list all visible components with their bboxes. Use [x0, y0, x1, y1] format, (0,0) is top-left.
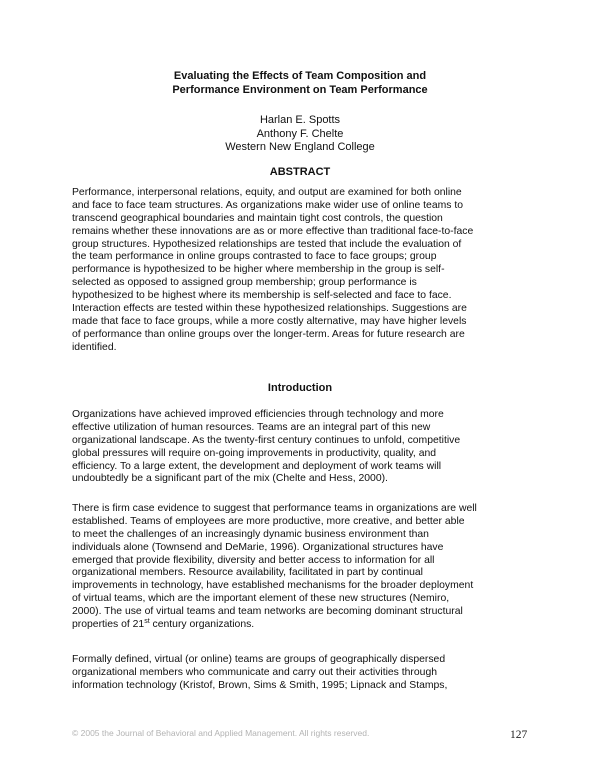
text-line: Performance, interpersonal relations, equity, and output are examined for both online: [72, 187, 462, 198]
text-line: of virtual teams, which are the important element of these new structures (Nemiro,: [72, 593, 450, 605]
text-line: Interaction effects are tested within these hypothesized relationships. Suggestions are: [72, 303, 467, 315]
superscript: st: [144, 618, 150, 626]
text-line: There is firm case evidence to suggest that performance teams in organizations are well: [72, 503, 477, 514]
text-line: performance is hypothesized to be higher where membership in the group is self-: [72, 264, 445, 276]
text-line: efficiency. To a large extent, the development and deployment of work teams will: [72, 460, 442, 472]
text-line: [72, 619, 532, 632]
title-line-2: Performance Environment on Team Performance: [172, 84, 428, 96]
text-line: 2000). The use of virtual teams and team networks are becoming dominant structural: [72, 606, 463, 618]
author-name: Anthony F. Chelte: [256, 127, 344, 140]
text-line: information technology (Kristof, Brown, Sims & Smith, 1995; Lipnack and Stamps,: [72, 679, 448, 691]
text-line: improvements in technology, have established mechanisms for the broader deployment: [72, 580, 474, 592]
text-line: to meet the challenges of an increasingly dynamic business environment than: [72, 528, 429, 540]
text-line: Formally defined, virtual (or online) teams are groups of geographically dispersed: [72, 654, 446, 665]
intro-paragraph-3: [72, 654, 532, 693]
introduction-heading: Introduction: [267, 382, 333, 394]
abstract-heading: ABSTRACT: [269, 166, 331, 178]
text-line: emerged that provide flexibility, diversity and better access to information for all: [72, 554, 435, 566]
text-line: established. Teams of employees are more productive, more creative, and better able: [72, 515, 465, 527]
text-line: organizational members. Resource availability, facilitated in part by continual: [72, 567, 423, 579]
text-line: the team performance in online groups contrasted to face to face groups; group: [72, 251, 437, 263]
text-line: global pressures will require on-going improvements in productivity, quality, and: [72, 447, 437, 459]
text-line: identified.: [72, 341, 117, 353]
author-block: [60, 114, 540, 155]
intro-paragraph-2: [72, 503, 532, 632]
author-name: Harlan E. Spotts: [259, 114, 341, 126]
text-line: hypothesized to be highest where its membership is self-selected and face to face.: [72, 290, 452, 302]
text-line: undoubtedly be a significant part of the mix (Chelte and Hess, 2000).: [72, 473, 388, 485]
text-line: and face to face team structures. As organizations make wider use of online teams to: [72, 199, 464, 211]
abstract-paragraph: [72, 187, 532, 355]
text-line: of performance than online groups over the longer-term. Areas for future research are: [72, 328, 465, 340]
author-affiliation: Western New England College: [225, 141, 375, 153]
text-line: made that face to face groups, while a more costly alternative, may have higher levels: [72, 315, 467, 327]
text-line: selected as opposed to assigned group membership; group performance is: [72, 277, 417, 289]
text-line: transcend geographical boundaries and maintain tight cost controls, the question: [72, 212, 443, 224]
text-line: organizational members who communicate and carry out their activities through: [72, 666, 438, 678]
text-line: individuals alone (Townsend and DeMarie, 1996). Organizational structures have: [72, 541, 444, 553]
text-line: Organizations have achieved improved efficiencies through technology and more: [72, 409, 444, 420]
copyright-notice: © 2005 the Journal of Behavioral and Applied Management. All rights reserved.: [72, 728, 370, 738]
text-line: effective utilization of human resources. Teams are an integral part of this new: [72, 421, 431, 433]
text-fragment: century organizations.: [149, 619, 255, 631]
page-number: 127: [510, 729, 528, 741]
text-line: organizational landscape. As the twenty-first century continues to unfold, competitive: [72, 434, 461, 446]
intro-paragraph-1: [72, 409, 532, 486]
title-line-1: Evaluating the Effects of Team Composition and: [173, 70, 427, 82]
text-line: remains whether these innovations are as or more effective than traditional face-to-face: [72, 225, 474, 237]
paper-title: [60, 69, 540, 97]
text-fragment: properties of 21: [72, 619, 145, 631]
text-line: group structures. Hypothesized relationships are tested that include the evaluation of: [72, 238, 462, 250]
